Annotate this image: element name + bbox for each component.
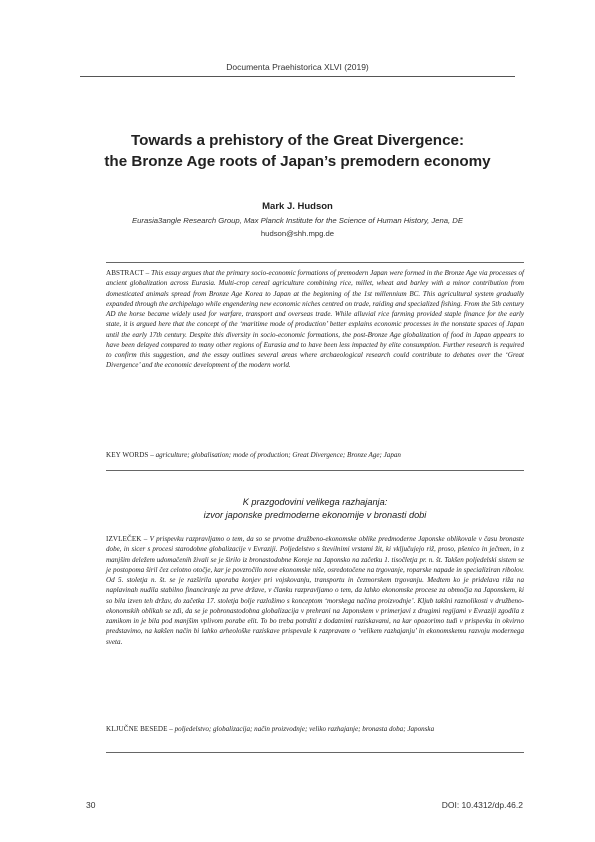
article-title	[70, 130, 525, 172]
title-line-1: Towards a prehistory of the Great Divergence:	[130, 132, 465, 149]
slovene-keywords-text: poljedelstvo; globalizacija; način proizvodnje; veliko razhajanje; bronasta doba; Japonska	[174, 725, 435, 733]
slovene-title-line-1: K prazgodovini velikega razhajanja:	[242, 497, 388, 507]
abstract-dash: –	[143, 269, 152, 277]
author-name: Mark J. Hudson	[262, 201, 333, 212]
bottom-rule	[106, 752, 524, 753]
keywords-text: agriculture; globalisation; mode of production; Great Divergence; Bronze Age; Japan	[155, 451, 401, 459]
slovene-abstract-paragraph	[106, 534, 524, 647]
slovene-keywords-label: KLJUČNE BESEDE	[106, 725, 168, 733]
slovene-keywords-dash: –	[167, 725, 175, 733]
author-email[interactable]: hudson@shh.mpg.de	[260, 229, 335, 238]
abstract-text: This essay argues that the primary socio-economic formations of premodern Japan were formed in the Bronze Age via processes of ancient globalization across Eurasia. Multi-crop cereal agriculture combining rice, millet, wheat and barley with a minor contribution from domesticated animals spread from Bronze Age Korea to Japan at the beginning of the 1st millennium BC. This agricultural system gradually expanded through the archipelago while engendering new economic niches centred on trade, raiding and specialized fishing. From the 5th century AD the horse became widely used for warfare, transport and overseas trade. While alluvial rice farming provided staple finance for the early state, it is argued here that the concept of the ‘maritime mode of production’ better explains economic processes in the nonstate spaces of Japan until the early 17th century. Despite this diversity in socio-economic formations, the post-Bronze Age globalization of food in Japan appears to have been delayed compared to many other regions of Eurasia and to have been less impacted by elite consumption. Further research is required to confirm this suggestion, and the essay outlines several areas where archaeological research could contribute to debates over the ‘Great Divergence’ and the economic development of the modern world.	[106, 269, 524, 370]
header-rule	[80, 76, 515, 77]
keywords-paragraph	[106, 450, 524, 460]
abstract-paragraph	[106, 268, 524, 371]
running-header: Documenta Praehistorica XLVI (2019)	[226, 62, 369, 72]
slovene-abstract-text: V prispevku razpravljamo o tem, da so se prvotne družbeno-ekonomske oblike predmoderne Japonske oblikovale v času bronaste dobe, in sicer s procesi starodobne globalizacije v Evraziji. Poljedelstvo s številnimi vrstami žit, ki vključujejo riž, proso, pšenico in ječmen, in z manjšim deležem udomačenih živali se je širilo iz bronastodobne Koreje na Japonsko na začetku 1. tisočletja pr. n. št. Takšen poljedelski sistem se je postopoma širil čez celotno otočje, kar je povzročilo nove ekonomske niše, osredotočene na trgovanje, roparske napade in specializiran ribolov. Od 5. stoletja n. št. se je razširila uporaba konjev pri vojskovanju, transportu in čezmorskem trgovanju. Medtem ko je pridelava riža na naplavinah nudila stabilno financiranje za prve države, v članku razpravljamo o tem, da lahko ekonomske procese za območja na Japonskem, ki so bila izven teh držav, do začetka 17. stoletja bolje razložimo s konceptom ‘morskega načina proizvodnje’. Kljub takšni raznolikosti v družbeno-ekonomskih oblikah se zdi, da se je pobronastodobna globalizacija v prehrani na Japonskem v primerjavi z drugimi regijami v Evraziji zgodila z zamikom in je bila pod manjšim vplivom porabe elit. To bo treba potrditi z dodatnimi raziskavami, na kar opozorimo tudi v prispevku in okvirno predstavimo, na kakšen način bi lahko arheološke raziskave prispevale k razpravam o ‘velikem razhajanju’ in ekonomskemu razvoju modernega sveta.	[106, 535, 524, 646]
slovene-keywords-paragraph	[106, 724, 524, 734]
doi-link[interactable]: DOI: 10.4312/dp.46.2	[441, 800, 523, 810]
page-number: 30	[86, 800, 96, 810]
abstract-top-rule	[106, 262, 524, 263]
section-divider-rule	[106, 470, 524, 471]
slovene-abstract-dash: –	[141, 535, 150, 543]
keywords-label: KEY WORDS	[106, 451, 149, 459]
slovene-abstract-label: IZVLEČEK	[106, 535, 142, 543]
author-affiliation: Eurasia3angle Research Group, Max Planck Institute for the Science of Human History, Jena, DE	[131, 216, 463, 225]
title-line-2: the Bronze Age roots of Japan’s premodern economy	[104, 153, 491, 170]
slovene-title-line-2: izvor japonske predmoderne ekonomije v bronasti dobi	[203, 510, 427, 520]
abstract-label: ABSTRACT	[106, 269, 144, 277]
keywords-dash: –	[148, 451, 156, 459]
slovene-title	[106, 496, 524, 522]
